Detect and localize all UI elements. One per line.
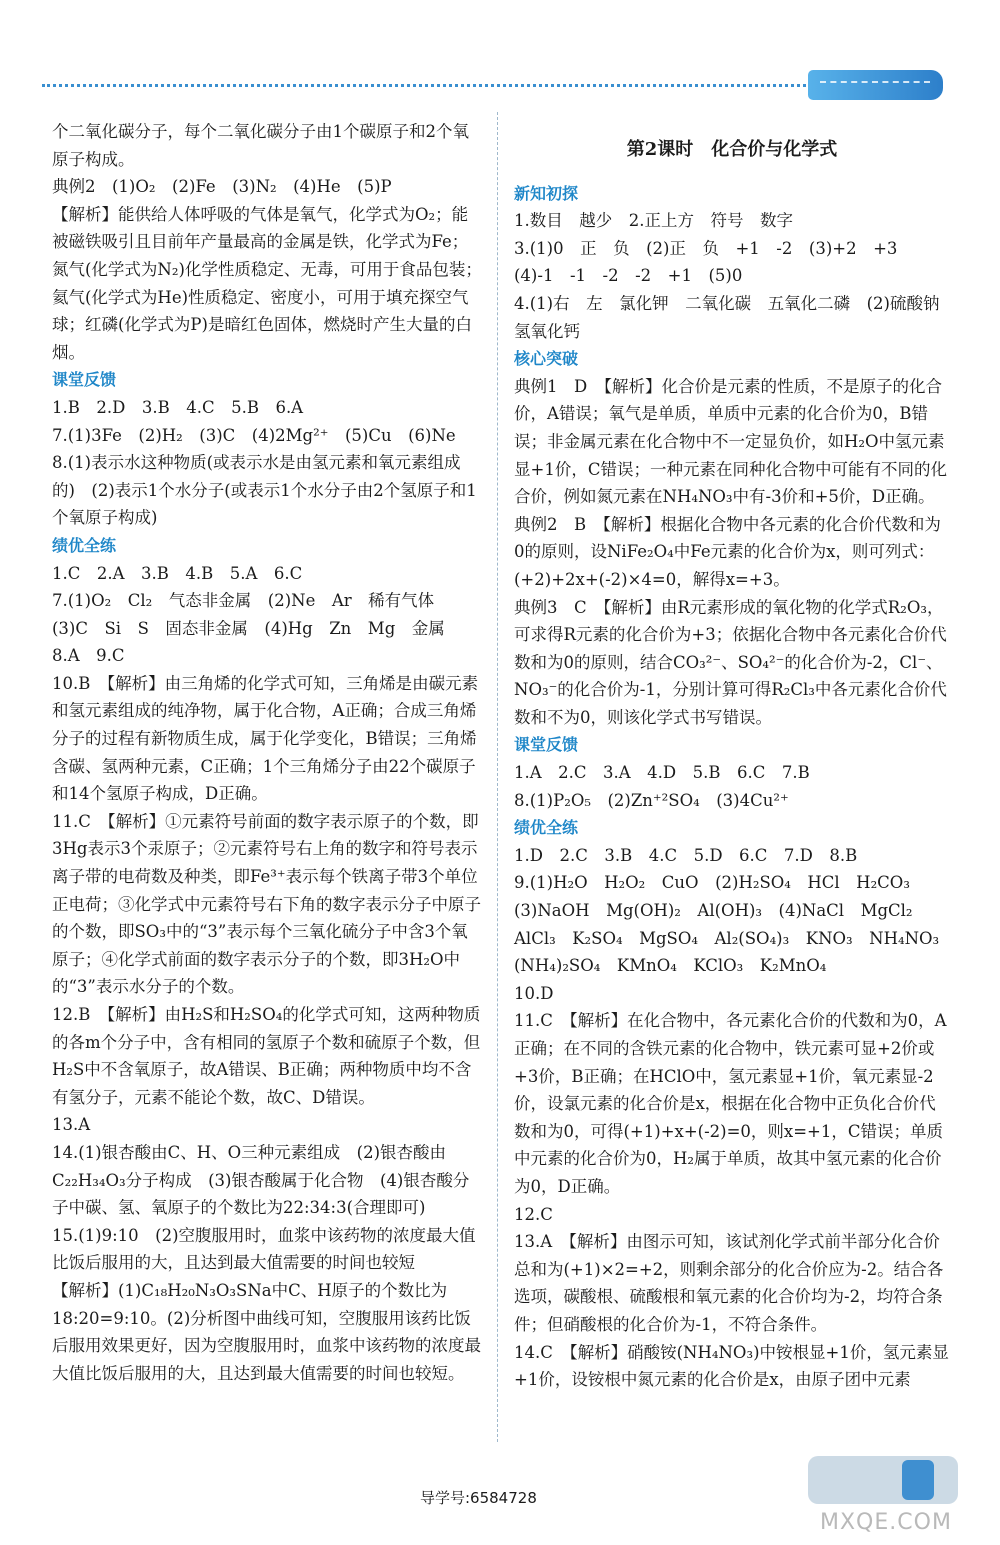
lesson-title: 第2课时 化合价与化学式 bbox=[626, 139, 838, 160]
header-tab-decoration bbox=[820, 81, 930, 91]
left-exercise-7: 13.A bbox=[52, 1115, 91, 1135]
left-exercise-10: 【解析】(1)C₁₈H₂₀N₃O₃SNa中C、H原子的个数比为18:20=9:10。(2)分析图中曲线可知，空腹服用该药比饭后服用效果更好，因为空腹服用时，血浆中该药物的浓度最大值比饭后服用的大，且达到最大值需要的时间也较短。 bbox=[52, 1280, 481, 1383]
left-feedback-1: 1.B 2.D 3.B 4.C 5.B 6.A bbox=[52, 397, 304, 417]
right-exercise-7: 14.C 【解析】硝酸铵(NH₄NO₃)中铵根显+1价，氢元素显+1价，设铵根中氮元素的化合价是x，由原子团中元素 bbox=[514, 1342, 949, 1390]
header-tab-banner bbox=[808, 70, 943, 100]
left-exercise-9: 15.(1)9:10 (2)空腹服用时，血浆中该药物的浓度最大值比饭后服用的大，且达到最大值需要的时间也较短 bbox=[52, 1225, 476, 1273]
section-heading-practice: 绩优全练 bbox=[52, 535, 117, 555]
right-exercise-6: 13.A 【解析】由图示可知，该试剂化学式前半部分化合价总和为(+1)×2=+2，则剩余部分的化合价应为-2。结合各选项，碳酸根、硫酸根和氧元素的化合价均为-2，均符合条件；但硝酸根的化合价为-1，不符合条件。 bbox=[514, 1232, 944, 1334]
left-text-2: 典例2 (1)O₂ (2)Fe (3)N₂ (4)He (5)P bbox=[52, 177, 392, 197]
left-exercise-5: 11.C 【解析】①元素符号前面的数字表示原子的个数，即3Hg表示3个汞原子；②元素符号右上角的数字和符号表示离子带的电荷数及种类，即Fe³⁺表示每个铁离子带3个单位正电荷；③化学式中元素符号右下角的数字表示分子中原子的个数，即SO₃中的“3”表示每个三氧化硫分子中含3个氧原子；④化学式前面的数字表示分子的个数，即3H₂O中的“3”表示水分子的个数。 bbox=[52, 811, 481, 997]
right-exercise-1: 1.D 2.C 3.B 4.C 5.D 6.C 7.D 8.B bbox=[514, 845, 858, 865]
right-exercise-5: 12.C bbox=[514, 1204, 553, 1224]
column-divider bbox=[497, 112, 498, 1442]
right-column bbox=[514, 118, 956, 1394]
left-text-1: 个二氧化碳分子，每个二氧化碳分子由1个碳原子和2个氧原子构成。 bbox=[52, 122, 469, 169]
left-column bbox=[52, 118, 482, 1387]
watermark-text: MXQE.COM bbox=[820, 1510, 952, 1535]
right-exercise-2: 9.(1)H₂O H₂O₂ CuO (2)H₂SO₄ HCl H₂CO₃ (3)NaOH Mg(OH)₂ Al(OH)₃ (4)NaCl MgCl₂ AlCl₃ K₂SO₄ MgSO₄ Al₂(SO₄)₃ KNO₃ NH₄NO₃ (NH₄)₂SO₄ KMnO₄ KClO₃ K₂MnO₄ bbox=[514, 873, 940, 976]
section-heading-new: 新知初探 bbox=[514, 183, 579, 203]
header-dotted-rule bbox=[42, 84, 812, 87]
right-core-1: 典例1 D 【解析】化合价是元素的性质，不是原子的化合价，A错误；氧气是单质，单质中元素的化合价为0，B错误；非金属元素在化合物中不一定显负价，如H₂O中氢元素显+1价，C错误；一种元素在同种化合物中可能有不同的化合价，例如氮元素在NH₄NO₃中有-3价和+5价，D正确。 bbox=[514, 376, 947, 507]
right-new-1: 1.数目 越少 2.正上方 符号 数字 bbox=[514, 211, 793, 231]
left-exercise-4: 10.B 【解析】由三角烯的化学式可知，三角烯是由碳元素和氢元素组成的纯净物，属于化合物，A正确；合成三角烯分子的过程有新物质生成，属于化学变化，B错误；三角烯含碳、氢两种元素，C正确；1个三角烯分子由22个碳原子和14个氢原子构成，D正确。 bbox=[52, 673, 479, 804]
page-number-badge bbox=[902, 1460, 934, 1500]
right-core-2: 典例2 B 【解析】根据化合物中各元素的化合价代数和为0的原则，设NiFe₂O₄中Fe元素的化合价为x，则可列式：(+2)+2x+(-2)×4=0，解得x=+3。 bbox=[514, 514, 941, 589]
right-new-2: 3.(1)0 正 负 (2)正 负 +1 -2 (3)+2 +3 (4)-1 -1 -2 -2 +1 (5)0 bbox=[514, 238, 898, 286]
section-heading-practice-right: 绩优全练 bbox=[514, 818, 579, 838]
right-new-3: 4.(1)右 左 氯化钾 二氧化碳 五氧化二磷 (2)硫酸钠 氢氧化钙 bbox=[514, 293, 956, 341]
right-feedback-1: 1.A 2.C 3.A 4.D 5.B 6.C 7.B bbox=[514, 763, 810, 783]
left-exercise-1: 1.C 2.A 3.B 4.B 5.A 6.C bbox=[52, 563, 303, 583]
left-exercise-6: 12.B 【解析】由H₂S和H₂SO₄的化学式可知，这两种物质的各m个分子中，含有相同的氢原子个数和硫原子个数，但H₂S中不含氧原子，故A错误、B正确；两种物质中均不含有氢分子，元素不能论个数，故C、D错误。 bbox=[52, 1005, 481, 1107]
section-heading-feedback: 课堂反馈 bbox=[52, 370, 117, 390]
guide-number: 导学号:6584728 bbox=[420, 1489, 537, 1507]
left-feedback-2: 7.(1)3Fe (2)H₂ (3)C (4)2Mg²⁺ (5)Cu (6)Ne bbox=[52, 425, 456, 445]
right-exercise-4: 11.C 【解析】在化合物中，各元素化合价的代数和为0，A正确；在不同的含铁元素的化合物中，铁元素可显+2价或+3价，B正确；在HClO中，氢元素显+1价，氧元素显-2价，设氯元素的化合价是x，根据在化合物中正负化合价代数和为0，可得(+1)+x+(-2)=0，则x=+1，C错误；单质中元素的化合价为0，H₂属于单质，故其中氢元素的化合价为0，D正确。 bbox=[514, 1011, 947, 1196]
right-feedback-2: 8.(1)P₂O₅ (2)Zn⁺²SO₄ (3)4Cu²⁺ bbox=[514, 790, 789, 810]
right-exercise-3: 10.D bbox=[514, 983, 554, 1003]
left-feedback-3: 8.(1)表示水这种物质(或表示水是由氢元素和氧元素组成的) (2)表示1个水分子(或表示1个水分子由2个氢原子和1个氧原子构成) bbox=[52, 453, 477, 528]
left-exercise-2: 7.(1)O₂ Cl₂ 气态非金属 (2)Ne Ar 稀有气体 (3)C Si S 固态非金属 (4)Hg Zn Mg 金属 bbox=[52, 591, 445, 638]
section-heading-feedback-right: 课堂反馈 bbox=[514, 735, 579, 755]
section-heading-core: 核心突破 bbox=[514, 349, 579, 369]
watermark-logo bbox=[808, 1456, 958, 1504]
left-exercise-8: 14.(1)银杏酸由C、H、O三种元素组成 (2)银杏酸由C₂₂H₃₄O₃分子构成 (3)银杏酸属于化合物 (4)银杏酸分子中碳、氢、氧原子的个数比为22:34:3(合理即可) bbox=[52, 1142, 470, 1218]
right-core-3: 典例3 C 【解析】由R元素形成的氧化物的化学式R₂O₃，可求得R元素的化合价为+3；依据化合物中各元素化合价代数和为0的原则，结合CO₃²⁻、SO₄²⁻的化合价为-2，Cl⁻、NO₃⁻的化合价为-1，分别计算可得R₂Cl₃中各元素化合价代数和不为0，则该化学式书写错误。 bbox=[514, 597, 947, 727]
left-text-3: 【解析】能供给人体呼吸的气体是氧气，化学式为O₂；能被磁铁吸引且目前年产量最高的金属是铁，化学式为Fe；氮气(化学式为N₂)化学性质稳定、无毒，可用于食品包装；氦气(化学式为He)性质稳定、密度小，可用于填充探空气球；红磷(化学式为P)是暗红色固体，燃烧时产生大量的白烟。 bbox=[52, 204, 482, 362]
left-exercise-3: 8.A 9.C bbox=[52, 646, 125, 666]
